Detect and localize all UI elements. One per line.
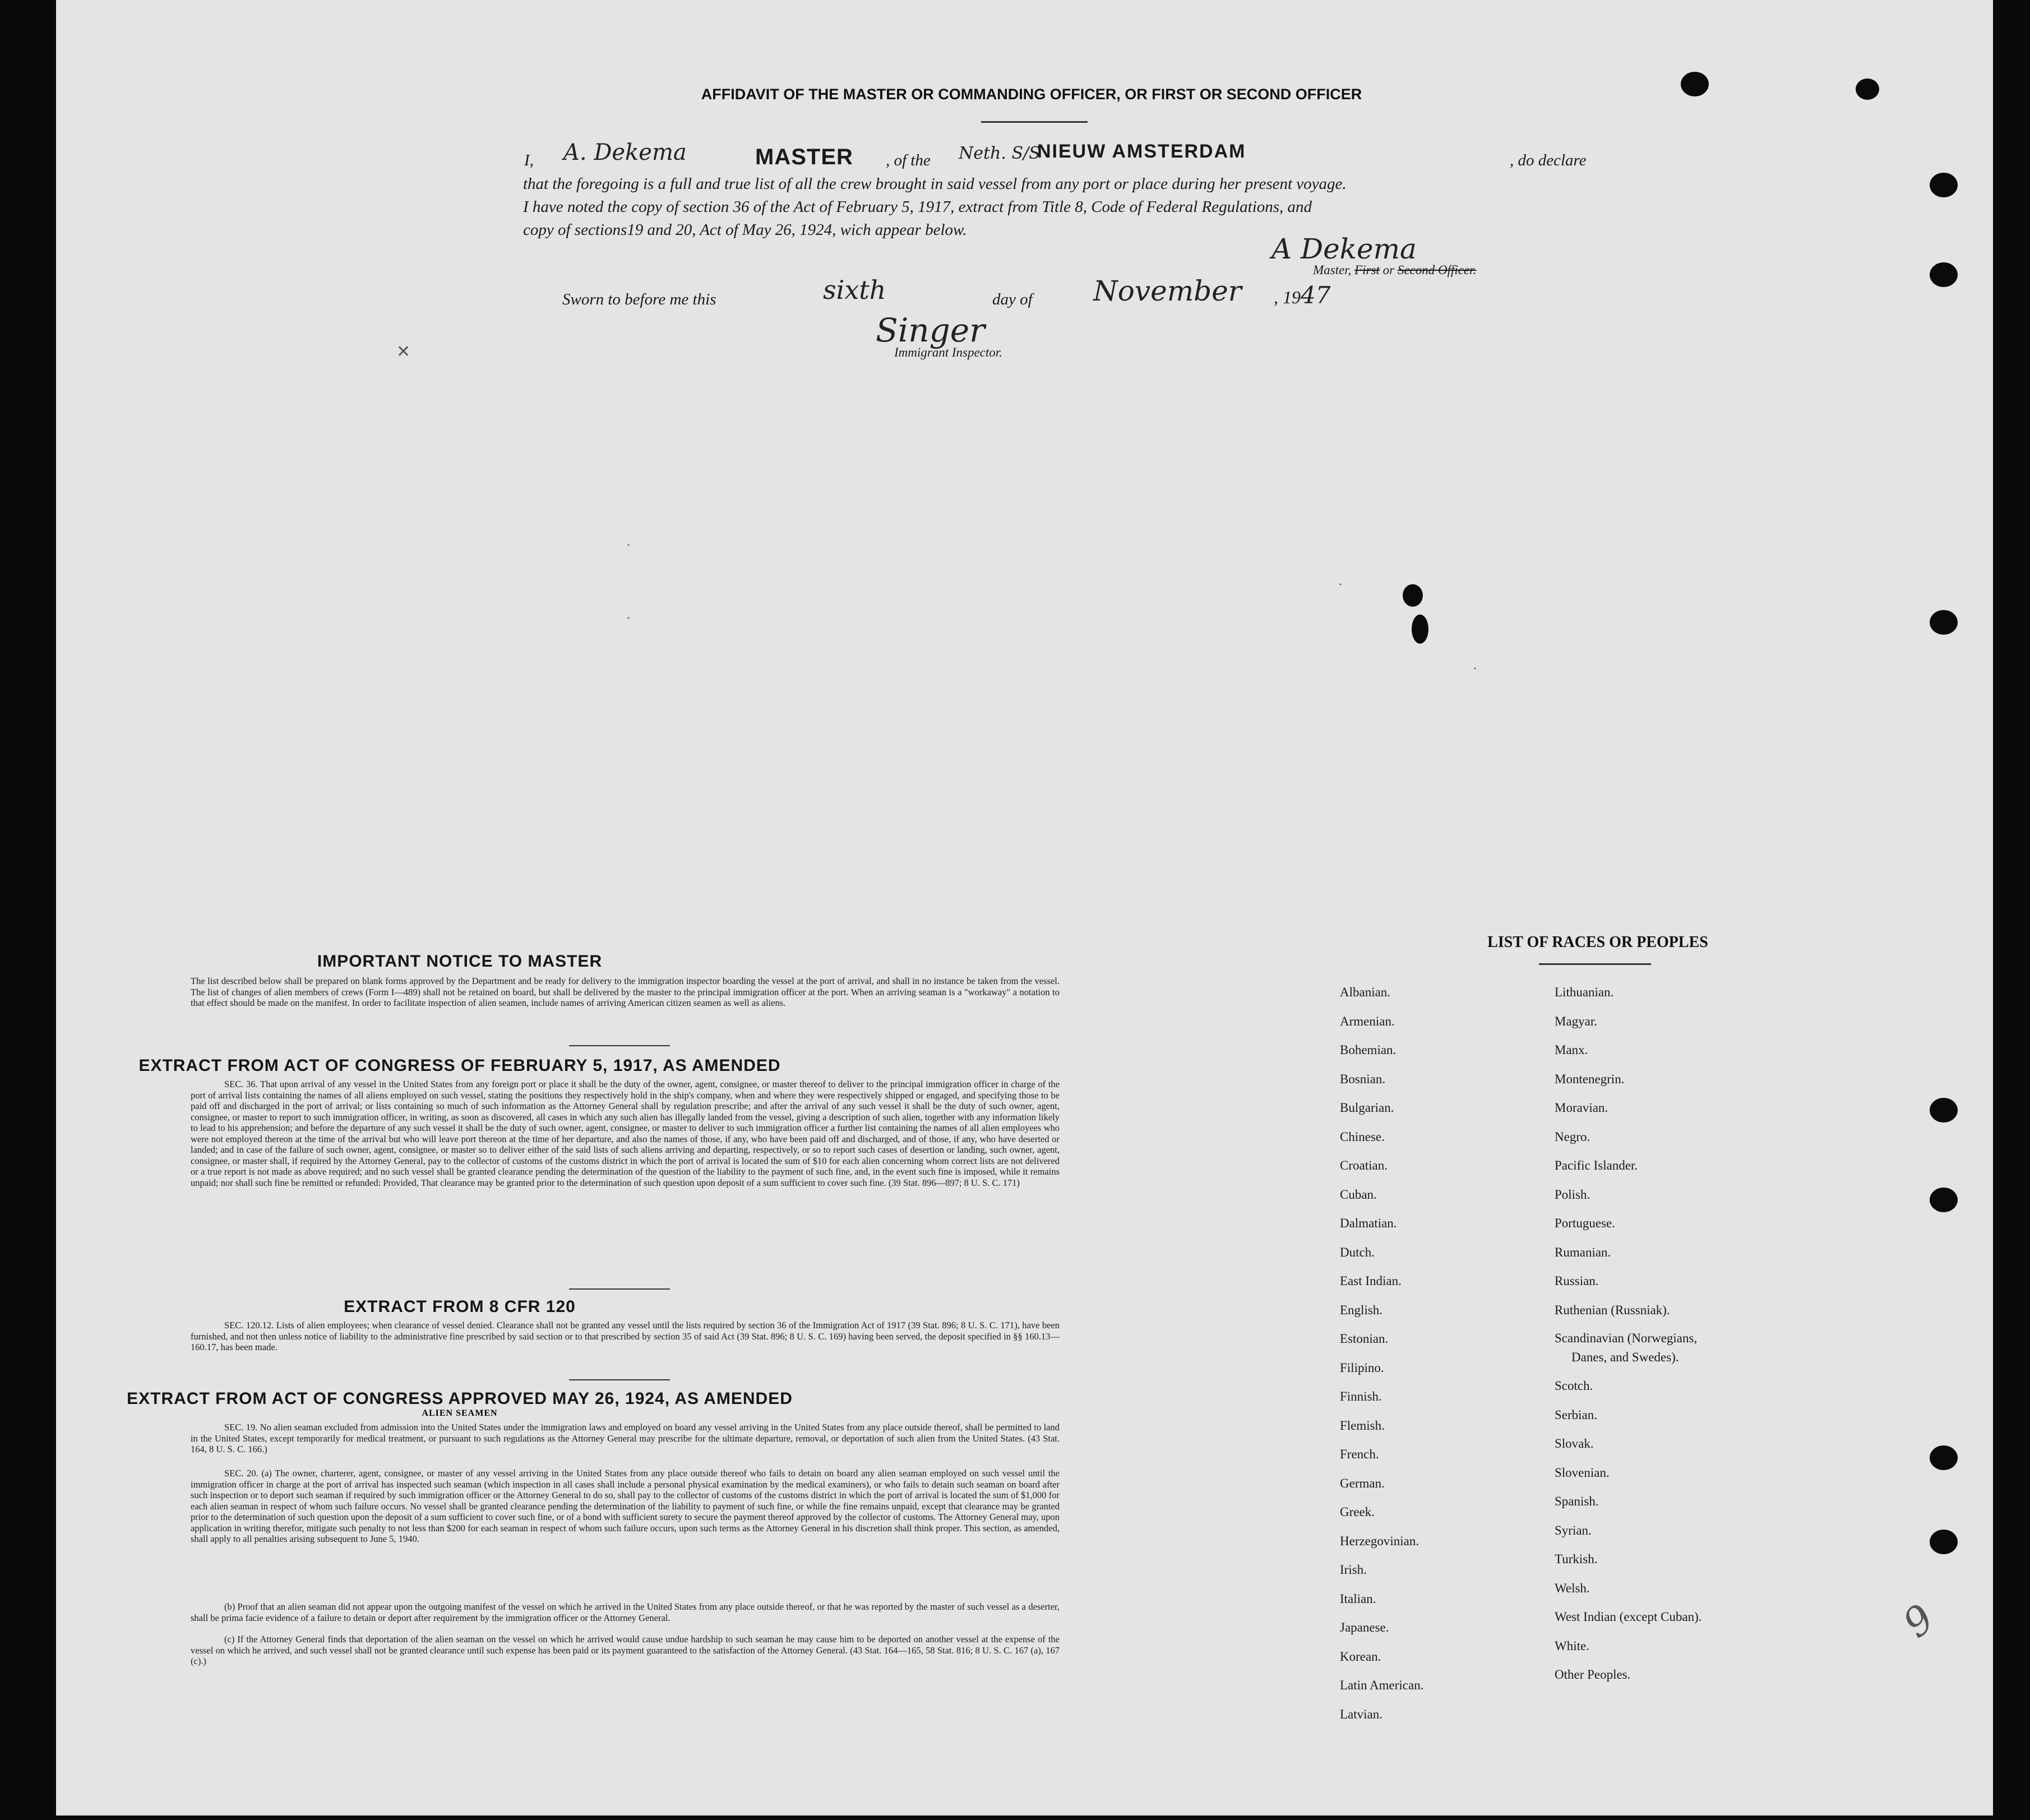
stray-mark: · xyxy=(626,538,631,553)
affidavit-title: AFFIDAVIT OF THE MASTER OR COMMANDING OFFICER, OR FIRST OR SECOND OFFICER xyxy=(701,86,1362,103)
extract-1924-title: EXTRACT FROM ACT OF CONGRESS APPROVED MAY 26, 1924, AS AMENDED xyxy=(127,1389,793,1408)
races-column-2 xyxy=(1555,978,1702,1689)
signature-caption xyxy=(1313,262,1476,278)
race-item: German. xyxy=(1340,1476,1385,1490)
race-item: Russian. xyxy=(1555,1274,1599,1288)
race-item: Rumanian. xyxy=(1555,1245,1611,1259)
race-item: English. xyxy=(1340,1302,1383,1317)
day-of-label: day of xyxy=(992,290,1033,308)
race-item: Herzegovinian. xyxy=(1340,1533,1419,1548)
race-item: Bosnian. xyxy=(1340,1071,1386,1086)
of-the-label: , of the xyxy=(886,151,931,169)
race-item: French. xyxy=(1340,1447,1379,1461)
punch-hole xyxy=(1930,173,1958,197)
extract-1917-divider xyxy=(569,1288,670,1290)
declaration-line-2: that the foregoing is a full and true list of all the crew brought in said vessel from any port or place during her present voyage. xyxy=(523,175,1347,193)
race-item: Latvian. xyxy=(1340,1707,1382,1721)
race-item: Armenian. xyxy=(1340,1014,1395,1028)
stray-mark: ✕ xyxy=(396,343,411,361)
year-handwritten: 47 xyxy=(1301,281,1331,309)
race-item: Greek. xyxy=(1340,1505,1375,1519)
ship-name-stamp: NIEUW AMSTERDAM xyxy=(1037,141,1246,162)
ship-prefix-handwritten: Neth. S/S xyxy=(959,144,1041,163)
race-item: Korean. xyxy=(1340,1649,1381,1664)
extract-cfr-divider xyxy=(569,1379,670,1380)
race-item: Negro. xyxy=(1555,1129,1590,1144)
race-item: Dalmatian. xyxy=(1340,1216,1397,1230)
race-item: Moravian. xyxy=(1555,1101,1608,1115)
extract-1924-subtitle: ALIEN SEAMEN xyxy=(422,1408,498,1418)
race-item: Magyar. xyxy=(1555,1014,1598,1028)
pronoun-label: I, xyxy=(524,151,534,169)
master-signature: A Dekema xyxy=(1271,233,1417,265)
inspector-caption: Immigrant Inspector. xyxy=(894,345,1002,359)
title-underline xyxy=(981,121,1088,123)
race-item: Bohemian. xyxy=(1340,1043,1397,1057)
punch-hole xyxy=(1930,610,1958,635)
race-item: Manx. xyxy=(1555,1043,1588,1057)
race-item: West Indian (except Cuban). xyxy=(1555,1610,1702,1624)
race-item: White. xyxy=(1555,1638,1589,1653)
ink-blot xyxy=(1412,615,1428,644)
race-item: Turkish. xyxy=(1555,1552,1598,1566)
sworn-month-handwritten: November xyxy=(1093,275,1242,307)
year-prefix: , 19 xyxy=(1274,287,1301,307)
sworn-day-handwritten: sixth xyxy=(823,275,886,305)
notice-title: IMPORTANT NOTICE TO MASTER xyxy=(317,952,603,971)
extract-cfr-title: EXTRACT FROM 8 CFR 120 xyxy=(344,1297,576,1316)
race-item: Portuguese. xyxy=(1555,1216,1615,1230)
race-item: Polish. xyxy=(1555,1187,1590,1202)
extract-1917-body: SEC. 36. That upon arrival of any vessel in the United States from any foreign port or place it shall be the duty of the owner, agent, consignee, or master thereof to deliver to the principal immigration officer in charge of the port of arrival lists containing the names of all aliens employed on such vessel, stating the positions they respectively hold in the ship's company, when and where they were respectively shipped or engaged, and specifying those to be paid off and discharged in the port of arrival; or lists containing so much of such information as the Attorney General shall by regulation prescribe; and after the arrival of any such vessel it shall be the duty of such owner, agent, consignee, or master to report to such immigration officer, in writing, as soon as discovered, all cases in which any such alien has illegally landed from the vessel, giving a description of such alien, together with any information likely to lead to his apprehension; and before the departure of any such vessel it shall be the duty of such owner, agent, consignee, or master to deliver to such immigration officer a further list containing the names of all alien employees who were not employed thereon at the time of the arrival but who will leave port thereon at the time of her departure, and also the names of those, if any, who have been paid off and discharged, and of those, if any, who have deserted or landed; and in case of the failure of such owner, agent, consignee, or master so to deliver either of the said lists of such aliens arriving and departing, respectively, or so to report such cases of desertion or landing, such owner, agent, consignee, or master shall, if required by the Attorney General, pay to the collector of customs of the customs district in which the port of arrival is located the sum of $10 for each alien concerning whom correct lists are not delivered or a true report is not made as above required; and no such vessel shall be granted clearance pending the determination of the question of the liability to the payment of such fine, and, in the event such fine is imposed, while it remains unpaid; nor shall such fine be remitted or refunded: Provided, That clearance may be granted prior to the determination of such question upon deposit of a sum sufficient to cover such fine. (39 Stat. 896—897; 8 U. S. C. 171) xyxy=(191,1079,1060,1188)
race-item: Ruthenian (Russniak). xyxy=(1555,1302,1670,1317)
race-item: Finnish. xyxy=(1340,1389,1382,1403)
race-item: Cuban. xyxy=(1340,1187,1377,1202)
punch-hole xyxy=(1930,1188,1958,1212)
races-column-1 xyxy=(1340,978,1423,1729)
signature-caption-or: or xyxy=(1382,263,1395,277)
punch-hole xyxy=(1681,72,1709,96)
punch-hole xyxy=(1930,1098,1958,1123)
sworn-label: Sworn to before me this xyxy=(562,290,716,308)
race-item: Flemish. xyxy=(1340,1418,1385,1433)
race-item: Slovak. xyxy=(1555,1436,1594,1451)
ink-blot xyxy=(1403,584,1423,607)
master-name-handwritten: A. Dekema xyxy=(563,140,687,165)
declaration-line-1 xyxy=(524,140,1589,173)
race-item: Spanish. xyxy=(1555,1494,1599,1508)
role-stamp: MASTER xyxy=(755,145,853,169)
race-item: Dutch. xyxy=(1340,1245,1375,1259)
extract-1924-sec20c: (c) If the Attorney General finds that deportation of the alien seaman on the vessel on which he arrived would cause undue hardship to such seaman he may cause him to be deported on another vessel at the expense of the vessel on which he arrived, and such vessel shall not be granted clearance until such expense has been paid or its payment guaranteed to the satisfaction of the Attorney General. (43 Stat. 164—165, 58 Stat. 816; 8 U. S. C. 167 (a), 167 (c).) xyxy=(191,1634,1060,1666)
year-line xyxy=(1274,283,1330,310)
race-item: Italian. xyxy=(1340,1591,1376,1606)
race-item: Scotch. xyxy=(1555,1379,1593,1393)
race-item: Syrian. xyxy=(1555,1523,1592,1537)
races-title-underline xyxy=(1539,963,1651,965)
extract-1924-sec19: SEC. 19. No alien seaman excluded from admission into the United States under the immigration laws and employed on board any vessel arriving in the United States from any place outside thereof, shall be permitted to land in the United States, except temporarily for medical treatment, or pursuant to such regulations as the Attorney General may prescribe for the ultimate departure, removal, or deportation of such alien from the United States. (43 Stat. 164, 8 U. S. C. 166.) xyxy=(191,1422,1060,1454)
punch-hole xyxy=(1930,1530,1958,1554)
race-item: Irish. xyxy=(1340,1563,1367,1577)
race-item: Danes, and Swedes). xyxy=(1571,1350,1679,1364)
notice-divider xyxy=(569,1045,670,1046)
punch-hole xyxy=(1856,78,1879,100)
race-item: Croatian. xyxy=(1340,1158,1388,1172)
race-item: Slovenian. xyxy=(1555,1465,1610,1480)
race-item: Japanese. xyxy=(1340,1620,1389,1634)
race-item: Welsh. xyxy=(1555,1581,1590,1595)
extract-1924-sec20b: (b) Proof that an alien seaman did not appear upon the outgoing manifest of the vessel on which he arrived in the United States from any place outside thereof, or that he was reported by the master of such vessel as a deserter, shall be prima facie evidence of a failure to detain or deport after requirement by the immigration officer or the Attorney General. xyxy=(191,1601,1060,1623)
races-title: LIST OF RACES OR PEOPLES xyxy=(1487,934,1708,951)
document-sheet xyxy=(56,0,1993,1816)
extract-cfr-body: SEC. 120.12. Lists of alien employees; when clearance of vessel denied. Clearance shall not be granted any vessel until the lists required by section 36 of the Immigration Act of 1917 (39 Stat. 896; 8 U. S. C. 171), have been furnished, and not then unless notice of liability to the administrative fine prescribed by said section or to that prescribed by section 35 of said Act (39 Stat. 896; 8 U. S. C. 169) having been served, the deposit specified in §§ 160.13—160.17, has been made. xyxy=(191,1320,1060,1352)
race-item: Latin American. xyxy=(1340,1678,1424,1692)
race-item: Lithuanian. xyxy=(1555,985,1614,999)
signature-caption-first: First xyxy=(1354,263,1380,277)
race-item: East Indian. xyxy=(1340,1274,1402,1288)
declaration-line-4: copy of sections19 and 20, Act of May 26, 1924, wich appear below. xyxy=(523,221,967,239)
race-item: Chinese. xyxy=(1340,1129,1385,1144)
stray-mark: · xyxy=(1473,662,1477,676)
do-declare-label: , do declare xyxy=(1510,151,1587,169)
inspector-signature: Singer xyxy=(876,311,985,349)
extract-1917-title: EXTRACT FROM ACT OF CONGRESS OF FEBRUARY 5, 1917, AS AMENDED xyxy=(138,1056,781,1075)
race-item: Other Peoples. xyxy=(1555,1667,1631,1682)
race-item: Scandinavian (Norwegians, xyxy=(1555,1331,1698,1345)
stray-mark: · xyxy=(626,611,631,626)
race-item: Bulgarian. xyxy=(1340,1101,1394,1115)
notice-body: The list described below shall be prepared on blank forms approved by the Department and be ready for delivery to the immigration inspector boarding the vessel at the port of arrival, and shall in no instance be taken from the vessel. The list of changes of alien members of crews (Form I—489) shall not be retained on board, but shall be delivered by the master to the principal immigration officer at the port. When an arriving seaman is a "workaway" a notation to that effect should be made on the manifest. In order to facilitate inspection of alien seamen, include names of arriving American citizen seamen as well as aliens. xyxy=(191,976,1060,1008)
margin-mark: 9 xyxy=(1894,1595,1943,1647)
race-item: Albanian. xyxy=(1340,985,1391,999)
race-item: Filipino. xyxy=(1340,1360,1384,1375)
signature-caption-second: Second Officer. xyxy=(1397,263,1477,277)
race-item: Pacific Islander. xyxy=(1555,1158,1638,1172)
stray-mark: · xyxy=(1338,578,1343,592)
race-item: Serbian. xyxy=(1555,1407,1598,1422)
extract-1924-sec20a: SEC. 20. (a) The owner, charterer, agent, consignee, or master of any vessel arriving in the United States from any place outside thereof who fails to detain on board any alien seaman employed on such vessel until the immigration officer in charge at the port of arrival has inspected such seaman (which inspection in all cases shall include a personal physical examination by the medical examiners), or who fails to detain such seaman on board after such inspection or to deport such seaman if required by such immigration officer or the Attorney General to do so, shall pay to the collector of customs of the customs district in which the port of arrival is located the sum of $1,000 for each alien seaman in respect of whom such failure occurs. No vessel shall be granted clearance pending the determination of the liability to payment of such fine, or while the fine remains unpaid, except that clearance may be granted prior to the determination of such question upon the deposit of a sum sufficient to cover such fine, or of a bond with sufficient surety to secure the payment thereof approved by the collector of customs. The Attorney General may, upon application in writing therefor, mitigate such penalty to not less than $200 for each seaman in respect of whom such failure occurs, upon such terms as the Attorney General in his discretion shall think proper. This section, as amended, shall apply to all penalties arising subsequent to June 5, 1940. xyxy=(191,1468,1060,1544)
signature-caption-master: Master, xyxy=(1313,263,1352,277)
punch-hole xyxy=(1930,262,1958,287)
punch-hole xyxy=(1930,1445,1958,1470)
declaration-line-3: I have noted the copy of section 36 of the Act of February 5, 1917, extract from Title 8, Code of Federal Regulations, and xyxy=(523,198,1312,216)
race-item: Estonian. xyxy=(1340,1332,1389,1346)
race-item: Montenegrin. xyxy=(1555,1071,1625,1086)
